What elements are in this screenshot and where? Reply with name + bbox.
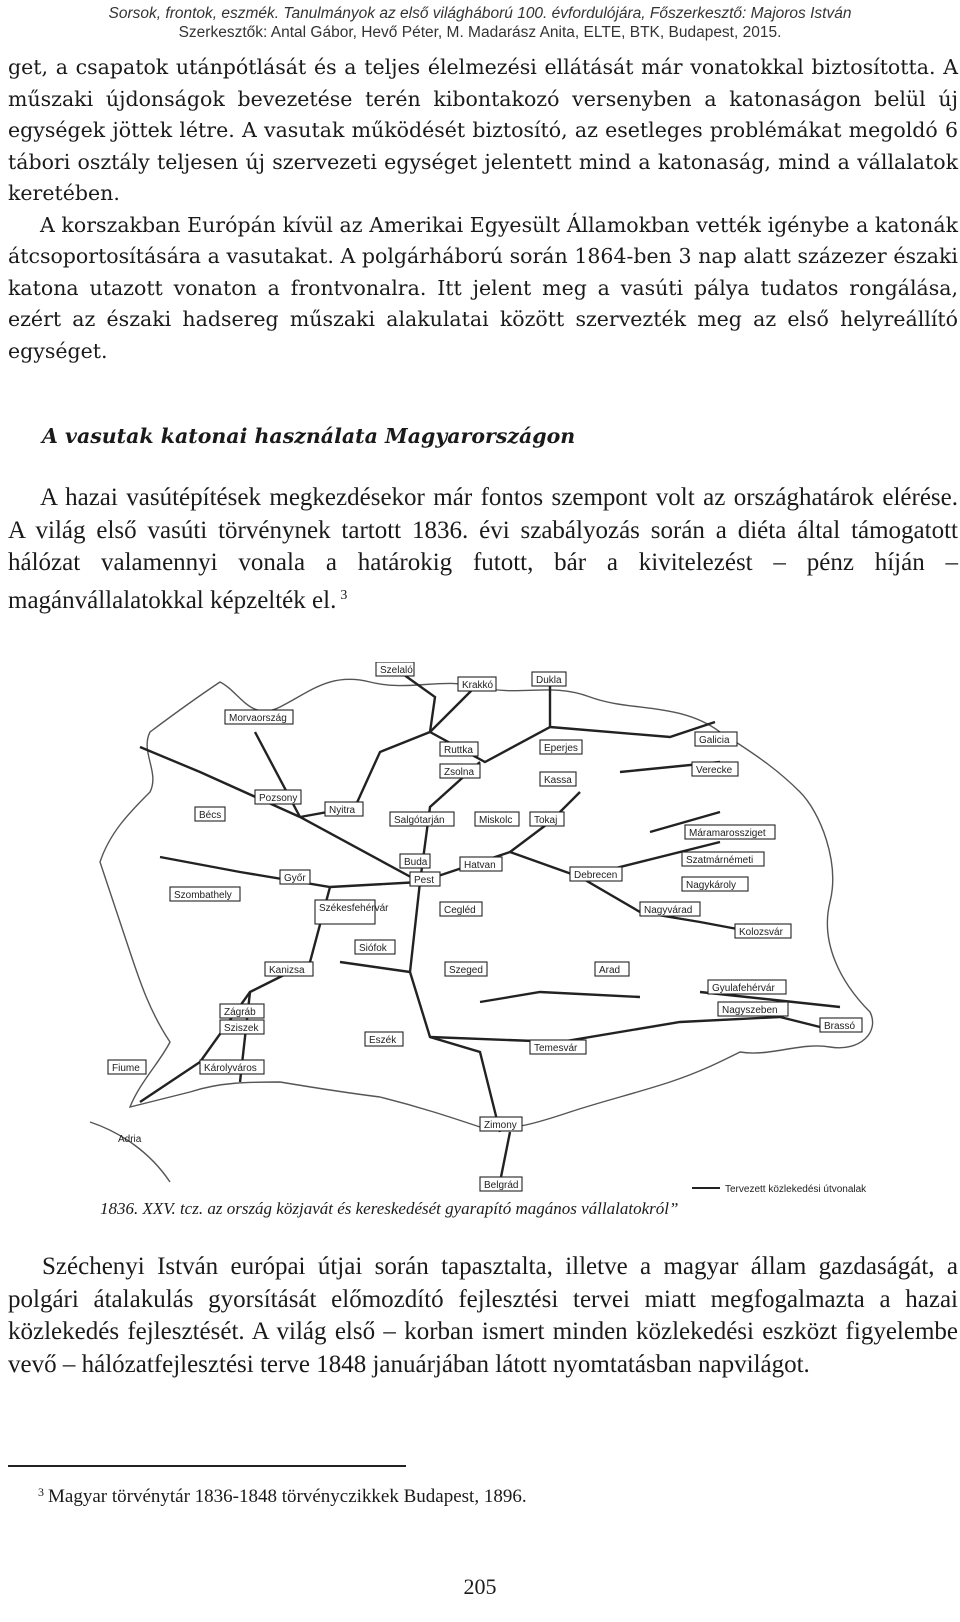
body-paragraph-1 bbox=[8, 52, 958, 367]
svg-text:Buda: Buda bbox=[404, 857, 428, 868]
svg-text:Ruttka: Ruttka bbox=[444, 745, 473, 756]
svg-text:Szombathely: Szombathely bbox=[174, 890, 232, 901]
city-label-pozsony bbox=[255, 790, 301, 804]
footnote-number: 3 bbox=[38, 1485, 44, 1499]
city-label-eszek bbox=[365, 1032, 403, 1046]
railway-network-map bbox=[80, 662, 900, 1202]
city-label-miskolc bbox=[475, 812, 519, 826]
footnote-separator bbox=[8, 1465, 406, 1467]
svg-text:Eszék: Eszék bbox=[369, 1035, 397, 1046]
footnote bbox=[38, 1485, 527, 1508]
svg-text:Nagykároly: Nagykároly bbox=[686, 880, 737, 891]
city-label-hatvan bbox=[460, 857, 502, 871]
page-number: 205 bbox=[463, 1574, 497, 1599]
svg-text:Székesfehérvár: Székesfehérvár bbox=[319, 903, 389, 914]
svg-text:Miskolc: Miskolc bbox=[479, 815, 513, 826]
city-label-eperjes bbox=[540, 740, 582, 754]
svg-text:Kolozsvár: Kolozsvár bbox=[739, 927, 783, 938]
city-label-nagykaroly bbox=[682, 877, 748, 891]
svg-text:Zágráb: Zágráb bbox=[224, 1007, 256, 1018]
city-label-karolyvaros bbox=[200, 1060, 264, 1074]
city-label-morvaorszag bbox=[225, 710, 293, 724]
city-label-pest bbox=[410, 872, 440, 886]
paragraph-2-text: A korszakban Európán kívül az Amerikai Egyesült Államokban vették igénybe a katonák átcsoportosítására a vasutakat. A polgárháború során 1864-ben 3 nap alatt százezer északi katona utazott vonaton a frontvonalra. Itt jelent meg a vasúti pálya tudatos rongálása, ezért az északi hadsereg műszaki alakulatai között szervezték meg az első helyreállító egységet. bbox=[8, 212, 958, 363]
svg-text:Dukla: Dukla bbox=[536, 675, 562, 686]
svg-text:Tervezett közlekedési útvonala: Tervezett közlekedési útvonalak bbox=[725, 1184, 867, 1195]
city-label-kassa bbox=[540, 772, 576, 786]
svg-text:Kanizsa: Kanizsa bbox=[269, 965, 305, 976]
city-label-tokaj bbox=[530, 812, 564, 826]
section-heading: A vasutak katonai használata Magyarországon bbox=[42, 424, 576, 448]
city-label-kolozsvar bbox=[735, 924, 791, 938]
header-line-2: Szerkesztők: Antal Gábor, Hevő Péter, M. Madarász Anita, ELTE, BTK, Budapest, 2015. bbox=[178, 24, 782, 41]
city-label-gyulafehervar bbox=[708, 980, 786, 994]
svg-text:Temesvár: Temesvár bbox=[534, 1043, 578, 1054]
svg-text:Galicia: Galicia bbox=[699, 735, 730, 746]
paragraph-3-text: A hazai vasútépítések megkezdésekor már fontos szempont volt az országhatárok elérése. A világ első vasúti törvénynek tartott 1836. évi szabályozás során a diéta által támogatott hálózat valamennyi vonala a határokig futott, bár a kivitelezést – pénz híján – magánvállalatokkal képzelték el. bbox=[8, 484, 958, 614]
svg-text:Károlyváros: Károlyváros bbox=[204, 1063, 257, 1074]
city-label-szelalo bbox=[376, 662, 414, 676]
svg-text:Nagyszeben: Nagyszeben bbox=[722, 1005, 778, 1016]
svg-text:Fiume: Fiume bbox=[112, 1063, 140, 1074]
svg-text:Máramarossziget: Máramarossziget bbox=[689, 828, 766, 839]
city-label-brasso bbox=[820, 1018, 862, 1032]
city-label-szekesfehervar bbox=[315, 900, 389, 924]
svg-text:Verecke: Verecke bbox=[696, 765, 733, 776]
running-header bbox=[0, 4, 960, 42]
city-label-becs bbox=[195, 807, 225, 821]
city-label-debrecen bbox=[570, 867, 622, 881]
city-label-szeged bbox=[445, 962, 487, 976]
svg-text:Pozsony: Pozsony bbox=[259, 793, 298, 804]
figure-caption: 1836. XXV. tcz. az ország közjavát és kereskedését gyarapító magános vállalatokról” bbox=[100, 1199, 679, 1218]
svg-text:Sziszek: Sziszek bbox=[224, 1023, 259, 1034]
city-label-szatmarnemeti bbox=[682, 852, 764, 866]
city-label-ruttka bbox=[440, 742, 478, 756]
city-label-salgotarjan bbox=[390, 812, 454, 826]
svg-text:Gyulafehérvár: Gyulafehérvár bbox=[712, 983, 775, 994]
city-label-sziszek bbox=[220, 1020, 264, 1034]
svg-text:Nyitra: Nyitra bbox=[329, 805, 356, 816]
city-label-kanizsa bbox=[265, 962, 313, 976]
city-label-krakko bbox=[458, 677, 496, 691]
svg-text:Morvaország: Morvaország bbox=[229, 713, 287, 724]
city-label-buda bbox=[400, 854, 430, 868]
svg-text:Szelaló: Szelaló bbox=[380, 665, 413, 676]
city-label-siofok bbox=[355, 940, 395, 954]
paragraph-4-text: Széchenyi István európai útjai során tapasztalta, illetve a magyar állam gazdaságát, a polgári átalakulás gyorsítását előmozdító fejlesztési tervei miatt megfogalmazta a hazai közlekedés fejlesztését. A világ első – korban ismert minden közlekedési eszközt figyelembe vevő – hálózatfejlesztési terve 1848 januárjában látott nyomtatásban napvilágot. bbox=[8, 1253, 958, 1378]
city-label-gyor bbox=[280, 870, 310, 884]
city-label-zagrab bbox=[220, 1004, 264, 1018]
svg-text:Salgótarján: Salgótarján bbox=[394, 815, 445, 826]
svg-text:Brassó: Brassó bbox=[824, 1021, 856, 1032]
city-label-arad bbox=[595, 962, 629, 976]
paragraph-1-text: get, a csapatok utánpótlását és a teljes élelmezési ellátását már vonatokkal biztosította. A műszaki újdonságok bevezetése terén kibontakozó versenyben a katonaságon belül új egységek jöttek létre. A vasutak működését biztosító, az esetleges problémákat megoldó 6 tábori osztály teljesen új szervezeti egységet jelentett mind a katonaság, mind a vállalatok keretében. bbox=[8, 55, 958, 205]
svg-text:Zimony: Zimony bbox=[484, 1120, 517, 1131]
svg-text:Győr: Győr bbox=[284, 873, 306, 884]
city-label-nyitra bbox=[325, 802, 363, 816]
svg-text:Bécs: Bécs bbox=[199, 810, 222, 821]
svg-text:Szeged: Szeged bbox=[449, 965, 483, 976]
svg-text:Arad: Arad bbox=[599, 965, 621, 976]
city-label-zimony bbox=[480, 1117, 522, 1131]
svg-text:Zsolna: Zsolna bbox=[444, 767, 475, 778]
svg-text:Cegléd: Cegléd bbox=[444, 905, 476, 916]
body-paragraph-3 bbox=[8, 482, 958, 617]
city-label-cegled bbox=[440, 902, 482, 916]
city-label-fiume bbox=[108, 1060, 146, 1074]
map-label-adria: Adria bbox=[118, 1134, 142, 1145]
svg-text:Pest: Pest bbox=[414, 875, 435, 886]
footnote-text: Magyar törvénytár 1836-1848 törvényczikkek Budapest, 1896. bbox=[48, 1486, 527, 1507]
city-label-nagyvarad bbox=[640, 902, 700, 916]
map-legend bbox=[692, 1184, 867, 1195]
svg-text:Eperjes: Eperjes bbox=[544, 743, 578, 754]
footnote-reference: 3 bbox=[340, 587, 348, 603]
svg-text:Siófok: Siófok bbox=[359, 943, 387, 954]
city-label-galicia bbox=[695, 732, 737, 746]
city-label-temesvar bbox=[530, 1040, 586, 1054]
svg-text:Debrecen: Debrecen bbox=[574, 870, 618, 881]
city-label-zsolna bbox=[440, 764, 480, 778]
svg-text:Hatvan: Hatvan bbox=[464, 860, 496, 871]
city-labels bbox=[108, 662, 862, 1191]
city-label-dukla bbox=[532, 672, 566, 686]
svg-text:Nagyvárad: Nagyvárad bbox=[644, 905, 693, 916]
city-label-belgrad bbox=[480, 1177, 522, 1191]
svg-text:Szatmárnémeti: Szatmárnémeti bbox=[686, 855, 754, 866]
city-label-nagyszeben bbox=[718, 1002, 788, 1016]
svg-text:Krakkó: Krakkó bbox=[462, 680, 494, 691]
svg-text:Kassa: Kassa bbox=[544, 775, 572, 786]
svg-text:Belgrád: Belgrád bbox=[484, 1180, 519, 1191]
body-paragraph-4 bbox=[8, 1251, 958, 1381]
header-line-1: Sorsok, frontok, eszmék. Tanulmányok az első világháború 100. évfordulójára, Főszerkesztő: Majoros István bbox=[108, 5, 852, 22]
city-label-maramarossziget bbox=[685, 825, 775, 839]
city-label-verecke bbox=[692, 762, 738, 776]
svg-text:Tokaj: Tokaj bbox=[534, 815, 558, 826]
city-label-szombathely bbox=[170, 887, 240, 901]
